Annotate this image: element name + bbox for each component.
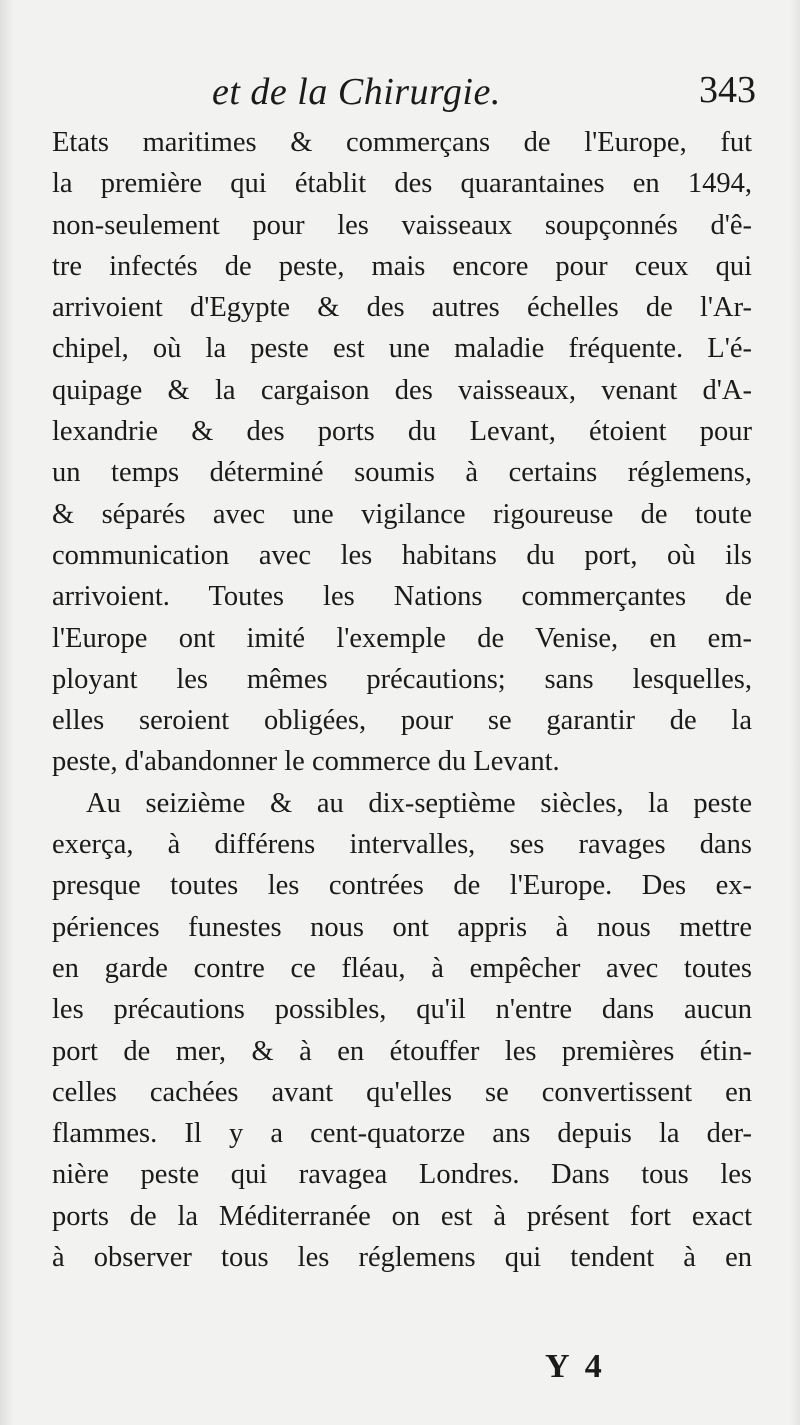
text-line: périences funestes nous ont appris à nous mettre — [52, 911, 752, 943]
text-line: l'Europe ont imité l'exemple de Venise, en em- — [52, 622, 752, 654]
text-line: ployant les mêmes précautions; sans lesquelles, — [52, 663, 752, 695]
text-line: nière peste qui ravagea Londres. Dans tous les — [52, 1159, 752, 1191]
text-line: tre infectés de peste, mais encore pour ceux qui — [52, 250, 752, 282]
text-line: exerça, à différens intervalles, ses ravages dans — [52, 829, 752, 861]
text-line: un temps déterminé soumis à certains réglemens, — [52, 457, 752, 489]
text-line: non-seulement pour les vaisseaux soupçonnés d'ê- — [52, 209, 752, 241]
paragraph-start-line: Au seizième & au dix-septième siècles, la peste — [86, 787, 752, 819]
text-line: Etats maritimes & commerçans de l'Europe, fut — [52, 127, 752, 158]
text-line: arrivoient. Toutes les Nations commerçantes de — [52, 581, 752, 613]
text-line: arrivoient d'Egypte & des autres échelles de l'Ar- — [52, 292, 752, 324]
text-line: elles seroient obligées, pour se garantir de la — [52, 705, 752, 737]
text-line: en garde contre ce fléau, à empêcher avec toutes — [52, 952, 752, 984]
text-line: flammes. Il y a cent-quatorze ans depuis la der- — [52, 1118, 752, 1150]
text-line: port de mer, & à en étouffer les premières étin- — [52, 1035, 752, 1067]
text-line: & séparés avec une vigilance rigoureuse de toute — [52, 498, 752, 530]
page-number: 343 — [699, 69, 756, 111]
signature-mark: Y 4 — [545, 1348, 606, 1385]
text-line: communication avec les habitans du port, où ils — [52, 539, 752, 571]
text-line: à observer tous les réglemens qui tendent à en — [52, 1242, 752, 1274]
running-head — [52, 64, 758, 118]
running-title: et de la Chirurgie. — [212, 71, 501, 113]
text-line: celles cachées avant qu'elles se convertissent en — [52, 1076, 752, 1108]
text-line: ports de la Méditerranée on est à présent fort exact — [52, 1200, 752, 1232]
body-text — [52, 122, 752, 1278]
text-line: la première qui établit des quarantaines en 1494, — [52, 168, 752, 200]
text-line: chipel, où la peste est une maladie fréquente. L'é- — [52, 333, 752, 365]
text-line: quipage & la cargaison des vaisseaux, venant d'A- — [52, 374, 752, 406]
text-line: les précautions possibles, qu'il n'entre dans aucun — [52, 994, 752, 1026]
text-line: lexandrie & des ports du Levant, étoient pour — [52, 416, 752, 448]
text-line: presque toutes les contrées de l'Europe. Des ex- — [52, 870, 752, 902]
paragraph-end-line: peste, d'abandonner le commerce du Levant. — [52, 746, 560, 778]
